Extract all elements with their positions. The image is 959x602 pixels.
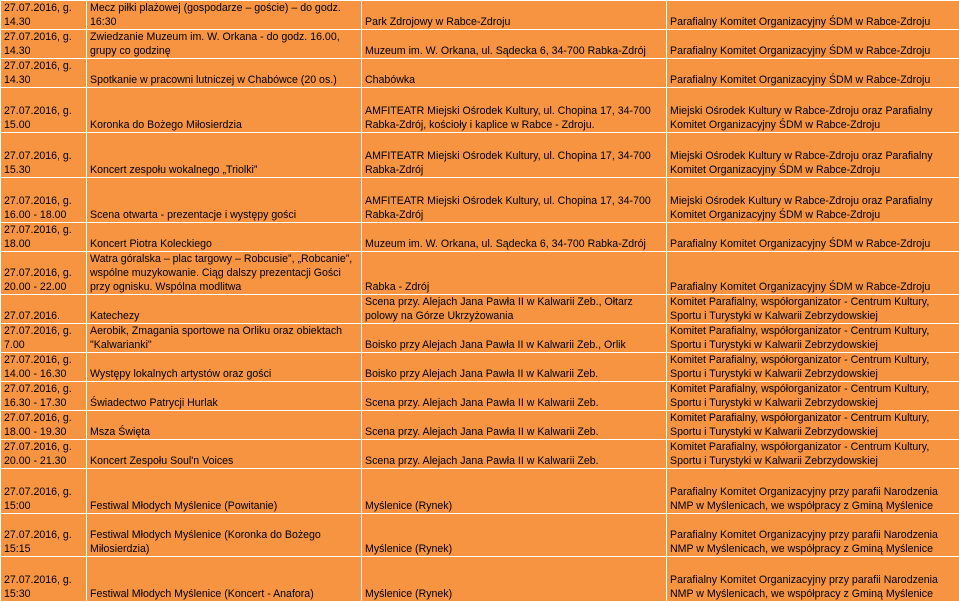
event-cell: Koncert Piotra Koleckiego xyxy=(87,223,362,252)
event-cell: Katechezy xyxy=(87,295,362,324)
place-cell: Scena przy. Alejach Jana Pawła II w Kalwarii Zeb. xyxy=(362,411,667,440)
schedule-body xyxy=(1,1,959,602)
table-row xyxy=(1,514,959,557)
place-cell: Chabówka xyxy=(362,59,667,88)
organizer-cell: Parafialny Komitet Organizacyjny ŚDM w Rabce-Zdroju xyxy=(667,1,959,30)
event-cell: Występy lokalnych artystów oraz gości xyxy=(87,353,362,382)
organizer-cell: Miejski Ośrodek Kultury w Rabce-Zdroju oraz Parafialny Komitet Organizacyjny ŚDM w Rabce-Zdroju xyxy=(667,178,959,223)
table-row xyxy=(1,324,959,353)
organizer-cell: Komitet Parafialny, współorganizator - Centrum Kultury, Sportu i Turystyki w Kalwarii Zebrzydowskiej xyxy=(667,295,959,324)
event-cell: Spotkanie w pracowni lutniczej w Chabówce (20 os.) xyxy=(87,59,362,88)
event-cell: Festiwal Młodych Myślenice (Koncert - Anafora) xyxy=(87,557,362,602)
table-row xyxy=(1,1,959,30)
table-row xyxy=(1,223,959,252)
place-cell: Scena przy. Alejach Jana Pawła II w Kalwarii Zeb. xyxy=(362,440,667,469)
organizer-cell: Parafialny Komitet Organizacyjny ŚDM w Rabce-Zdroju xyxy=(667,59,959,88)
date-cell: 27.07.2016, g. 15.00 xyxy=(1,88,87,133)
date-cell: 27.07.2016, g. 16.30 - 17.30 xyxy=(1,382,87,411)
organizer-cell: Parafialny Komitet Organizacyjny ŚDM w Rabce-Zdroju xyxy=(667,252,959,295)
date-cell: 27.07.2016, g. 20.00 - 21.30 xyxy=(1,440,87,469)
place-cell: Muzeum im. W. Orkana, ul. Sądecka 6, 34-700 Rabka-Zdrój xyxy=(362,30,667,59)
date-cell: 27.07.2016, g. 18.00 - 19.30 xyxy=(1,411,87,440)
organizer-cell: Parafialny Komitet Organizacyjny ŚDM w Rabce-Zdroju xyxy=(667,223,959,252)
organizer-cell: Komitet Parafialny, współorganizator - Centrum Kultury, Sportu i Turystyki w Kalwarii Zebrzydowskiej xyxy=(667,440,959,469)
table-row xyxy=(1,88,959,133)
table-row xyxy=(1,295,959,324)
table-row xyxy=(1,178,959,223)
date-cell: 27.07.2016, g. 15:30 xyxy=(1,557,87,602)
place-cell: Myślenice (Rynek) xyxy=(362,514,667,557)
event-cell: Msza Święta xyxy=(87,411,362,440)
table-row xyxy=(1,30,959,59)
organizer-cell: Komitet Parafialny, współorganizator - Centrum Kultury, Sportu i Turystyki w Kalwarii Zebrzydowskiej xyxy=(667,353,959,382)
table-row xyxy=(1,252,959,295)
date-cell: 27.07.2016, g. 15:00 xyxy=(1,469,87,514)
event-cell: Świadectwo Patrycji Hurlak xyxy=(87,382,362,411)
organizer-cell: Komitet Parafialny, współorganizator - Centrum Kultury, Sportu i Turystyki w Kalwarii Zebrzydowskiej xyxy=(667,411,959,440)
organizer-cell: Komitet Parafialny, współorganizator - Centrum Kultury, Sportu i Turystyki w Kalwarii Zebrzydowskiej xyxy=(667,324,959,353)
organizer-cell: Miejski Ośrodek Kultury w Rabce-Zdroju oraz Parafialny Komitet Organizacyjny ŚDM w Rabce-Zdroju xyxy=(667,133,959,178)
place-cell: Scena przy. Alejach Jana Pawła II w Kalwarii Zeb. xyxy=(362,382,667,411)
table-row xyxy=(1,133,959,178)
table-row xyxy=(1,440,959,469)
date-cell: 27.07.2016. xyxy=(1,295,87,324)
place-cell: Myślenice (Rynek) xyxy=(362,469,667,514)
event-cell: Aerobik, Zmagania sportowe na Orliku oraz obiektach "Kalwarianki" xyxy=(87,324,362,353)
organizer-cell: Parafialny Komitet Organizacyjny przy parafii Narodzenia NMP w Myślenicach, we współpracy z Gminą Myślenice xyxy=(667,557,959,602)
event-cell: Koncert Zespołu Soul'n Voices xyxy=(87,440,362,469)
place-cell: AMFITEATR Miejski Ośrodek Kultury, ul. Chopina 17, 34-700 Rabka-Zdrój xyxy=(362,133,667,178)
organizer-cell: Miejski Ośrodek Kultury w Rabce-Zdroju oraz Parafialny Komitet Organizacyjny ŚDM w Rabce-Zdroju xyxy=(667,88,959,133)
date-cell: 27.07.2016, g. 15.30 xyxy=(1,133,87,178)
table-row xyxy=(1,557,959,602)
date-cell: 27.07.2016, g. 16.00 - 18.00 xyxy=(1,178,87,223)
table-row xyxy=(1,382,959,411)
table-row xyxy=(1,411,959,440)
date-cell: 27.07.2016, g. 7.00 xyxy=(1,324,87,353)
date-cell: 27.07.2016, g. 14.30 xyxy=(1,30,87,59)
organizer-cell: Parafialny Komitet Organizacyjny przy parafii Narodzenia NMP w Myślenicach, we współpracy z Gminą Myślenice xyxy=(667,469,959,514)
table-row xyxy=(1,353,959,382)
place-cell: Park Zdrojowy w Rabce-Zdroju xyxy=(362,1,667,30)
event-cell: Festiwal Młodych Myślenice (Koronka do Bożego Miłosierdzia) xyxy=(87,514,362,557)
date-cell: 27.07.2016, g. 15:15 xyxy=(1,514,87,557)
event-cell: Festiwal Młodych Myślenice (Powitanie) xyxy=(87,469,362,514)
event-cell: Koncert zespołu wokalnego „Triolki” xyxy=(87,133,362,178)
event-cell: Mecz piłki plażowej (gospodarze – goście) – do godz. 16:30 xyxy=(87,1,362,30)
table-row xyxy=(1,59,959,88)
place-cell: Boisko przy Alejach Jana Pawła II w Kalwarii Zeb. xyxy=(362,353,667,382)
place-cell: AMFITEATR Miejski Ośrodek Kultury, ul. Chopina 17, 34-700 Rabka-Zdrój, kościoły i kaplice w Rabce - Zdroju. xyxy=(362,88,667,133)
place-cell: Boisko przy Alejach Jana Pawła II w Kalwarii Zeb., Orlik xyxy=(362,324,667,353)
place-cell: Myślenice (Rynek) xyxy=(362,557,667,602)
date-cell: 27.07.2016, g. 18.00 xyxy=(1,223,87,252)
place-cell: AMFITEATR Miejski Ośrodek Kultury, ul. Chopina 17, 34-700 Rabka-Zdrój xyxy=(362,178,667,223)
event-cell: Koronka do Bożego Miłosierdzia xyxy=(87,88,362,133)
place-cell: Rabka - Zdrój xyxy=(362,252,667,295)
place-cell: Muzeum im. W. Orkana, ul. Sądecka 6, 34-700 Rabka-Zdrój xyxy=(362,223,667,252)
event-cell: Watra góralska – plac targowy – Robcusie”, „Robcanie”, wspólne muzykowanie. Ciąg dalszy prezentacji Gości przy ognisku. Wspólna modlitwa xyxy=(87,252,362,295)
organizer-cell: Parafialny Komitet Organizacyjny przy parafii Narodzenia NMP w Myślenicach, we współpracy z Gminą Myślenice xyxy=(667,514,959,557)
table-row xyxy=(1,469,959,514)
event-cell: Scena otwarta - prezentacje i występy gości xyxy=(87,178,362,223)
place-cell: Scena przy. Alejach Jana Pawła II w Kalwarii Zeb., Ołtarz polowy na Górze Ukrzyżowania xyxy=(362,295,667,324)
date-cell: 27.07.2016, g. 14.30 xyxy=(1,1,87,30)
date-cell: 27.07.2016, g. 14.30 xyxy=(1,59,87,88)
date-cell: 27.07.2016, g. 20.00 - 22.00 xyxy=(1,252,87,295)
event-cell: Zwiedzanie Muzeum im. W. Orkana - do godz. 16.00, grupy co godzinę xyxy=(87,30,362,59)
organizer-cell: Komitet Parafialny, współorganizator - Centrum Kultury, Sportu i Turystyki w Kalwarii Zebrzydowskiej xyxy=(667,382,959,411)
date-cell: 27.07.2016, g. 14.00 - 16.30 xyxy=(1,353,87,382)
organizer-cell: Parafialny Komitet Organizacyjny ŚDM w Rabce-Zdroju xyxy=(667,30,959,59)
